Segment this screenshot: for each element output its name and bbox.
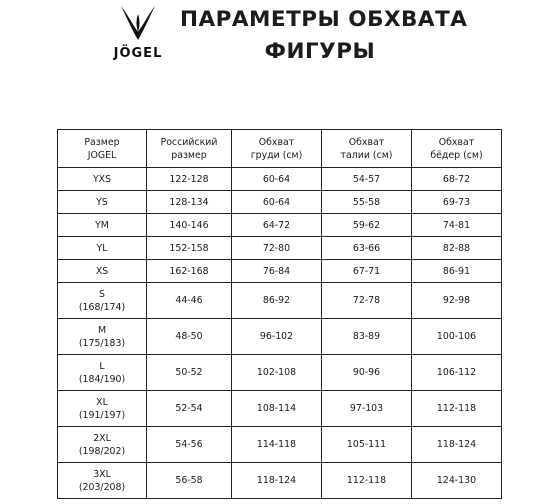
cell-ru: 44-46 — [147, 283, 232, 319]
cell-hips: 106-112 — [412, 355, 502, 391]
cell-hips: 100-106 — [412, 319, 502, 355]
cell-waist: 59-62 — [322, 214, 412, 237]
cell-size — [58, 260, 147, 283]
logo-emblem-icon — [117, 4, 159, 44]
cell-hips: 69-73 — [412, 191, 502, 214]
header-cell-ru-size: Российский размер — [147, 130, 232, 168]
cell-chest: 102-108 — [232, 355, 322, 391]
cell-waist: 67-71 — [322, 260, 412, 283]
size-height-range: (203/208) — [78, 481, 126, 493]
cell-size — [58, 168, 147, 191]
cell-ru: 128-134 — [147, 191, 232, 214]
table-row — [58, 237, 502, 260]
size-height-range: (175/183) — [78, 337, 126, 349]
cell-chest: 76-84 — [232, 260, 322, 283]
cell-ru: 54-56 — [147, 427, 232, 463]
cell-waist: 54-57 — [322, 168, 412, 191]
cell-ru: 162-168 — [147, 260, 232, 283]
cell-ru: 52-54 — [147, 391, 232, 427]
brand-logo — [103, 4, 173, 64]
header-cell-chest: Обхват груди (см) — [232, 130, 322, 168]
size-label: XL — [96, 396, 108, 408]
table-row — [58, 168, 502, 191]
cell-size — [58, 391, 147, 427]
cell-chest: 108-114 — [232, 391, 322, 427]
cell-chest: 72-80 — [232, 237, 322, 260]
table-row — [58, 214, 502, 237]
cell-hips: 74-81 — [412, 214, 502, 237]
cell-size — [58, 427, 147, 463]
cell-size — [58, 191, 147, 214]
cell-size — [58, 319, 147, 355]
cell-chest: 114-118 — [232, 427, 322, 463]
table-row — [58, 283, 502, 319]
header-cell-waist: Обхват талии (см) — [322, 130, 412, 168]
cell-chest: 86-92 — [232, 283, 322, 319]
size-label: YL — [96, 242, 108, 254]
table-row — [58, 260, 502, 283]
header-cell-hips: Обхват бёдер (см) — [412, 130, 502, 168]
cell-hips: 86-91 — [412, 260, 502, 283]
cell-hips: 82-88 — [412, 237, 502, 260]
size-label: YS — [96, 196, 108, 208]
size-height-range: (191/197) — [78, 409, 126, 421]
table-row — [58, 191, 502, 214]
cell-chest: 64-72 — [232, 214, 322, 237]
size-label: M — [97, 324, 107, 336]
table-row — [58, 463, 502, 499]
cell-waist: 55-58 — [322, 191, 412, 214]
cell-ru: 152-158 — [147, 237, 232, 260]
size-label: L — [99, 360, 105, 372]
title-line-1: ПАРАМЕТРЫ ОБХВАТА — [180, 7, 468, 32]
cell-ru: 140-146 — [147, 214, 232, 237]
header-cell-size: Размер JOGEL — [58, 130, 147, 168]
cell-hips: 112-118 — [412, 391, 502, 427]
cell-waist: 105-111 — [322, 427, 412, 463]
page-title — [180, 4, 468, 68]
size-label: YXS — [92, 173, 112, 185]
cell-chest: 118-124 — [232, 463, 322, 499]
table-row — [58, 319, 502, 355]
cell-ru: 122-128 — [147, 168, 232, 191]
cell-ru: 56-58 — [147, 463, 232, 499]
size-table — [57, 129, 502, 499]
size-height-range: (198/202) — [78, 445, 126, 457]
cell-size — [58, 463, 147, 499]
cell-ru: 50-52 — [147, 355, 232, 391]
size-label: 3XL — [93, 468, 111, 480]
brand-name: JÖGEL — [113, 46, 163, 61]
table-row — [58, 355, 502, 391]
cell-hips: 124-130 — [412, 463, 502, 499]
size-label: 2XL — [93, 432, 111, 444]
cell-size — [58, 355, 147, 391]
cell-chest: 60-64 — [232, 168, 322, 191]
cell-ru: 48-50 — [147, 319, 232, 355]
cell-hips: 92-98 — [412, 283, 502, 319]
cell-waist: 90-96 — [322, 355, 412, 391]
size-height-range: (184/190) — [78, 373, 126, 385]
cell-hips: 118-124 — [412, 427, 502, 463]
table-header-row — [58, 130, 502, 168]
size-height-range: (168/174) — [78, 301, 126, 313]
table-row — [58, 427, 502, 463]
size-label: XS — [95, 265, 109, 277]
cell-size — [58, 283, 147, 319]
table-row — [58, 391, 502, 427]
cell-waist: 97-103 — [322, 391, 412, 427]
cell-waist: 83-89 — [322, 319, 412, 355]
cell-waist: 112-118 — [322, 463, 412, 499]
size-label: YM — [95, 219, 109, 231]
cell-chest: 60-64 — [232, 191, 322, 214]
title-line-2: ФИГУРЫ — [264, 39, 376, 64]
cell-size — [58, 237, 147, 260]
cell-hips: 68-72 — [412, 168, 502, 191]
size-label: S — [99, 288, 105, 300]
cell-waist: 63-66 — [322, 237, 412, 260]
cell-size — [58, 214, 147, 237]
cell-waist: 72-78 — [322, 283, 412, 319]
cell-chest: 96-102 — [232, 319, 322, 355]
